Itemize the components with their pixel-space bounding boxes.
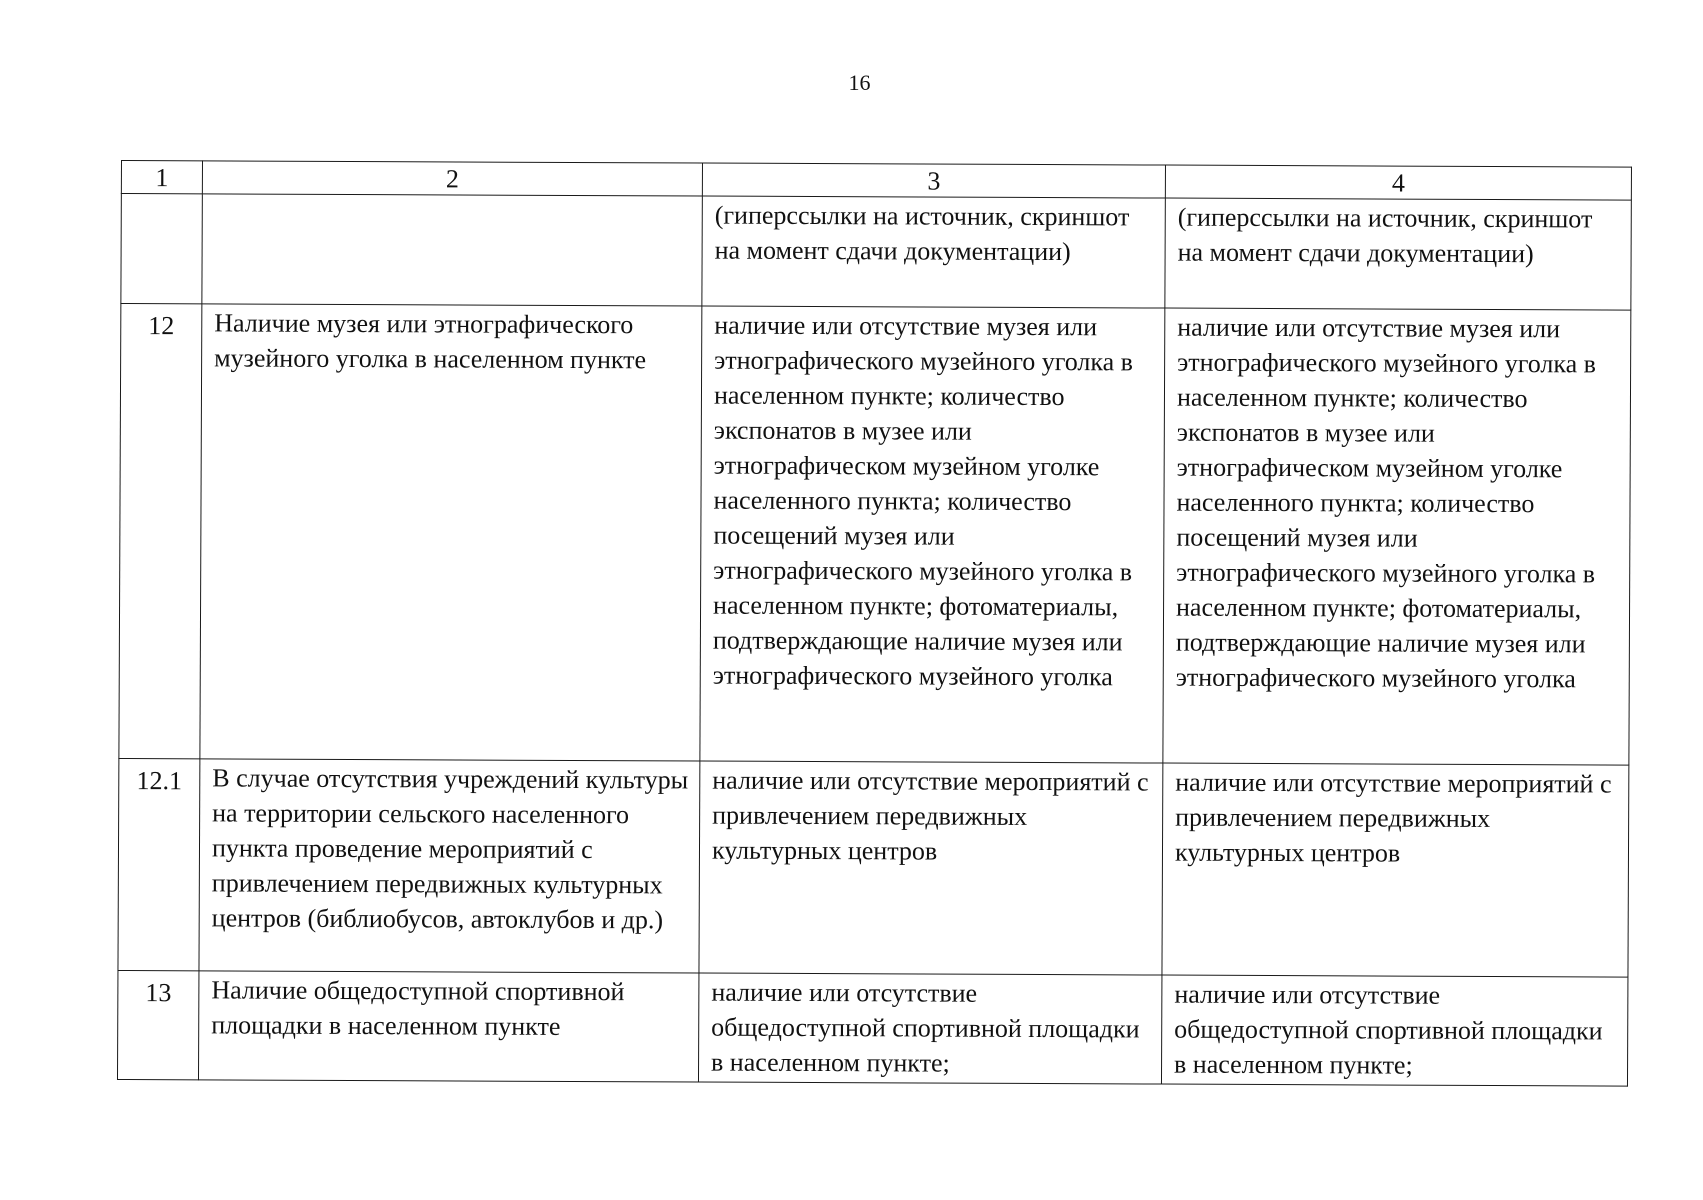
row-number (121, 194, 202, 304)
indicator-cell: Наличие общедоступной спортивной площадки в населенном пункте (198, 971, 698, 1082)
table-row (118, 758, 1629, 977)
criteria-table (117, 160, 1632, 1087)
column-3-cell: (гиперссылки на источник, скриншот на момент сдачи документации) (702, 196, 1165, 308)
column-3-cell: наличие или отсутствие музея или этнографического музейного уголка в населенном пункте; количество экспонатов в музее или этнографическом музейном уголке населенного пункта; количество посещений музея или этнографического музейного уголка в населенном пункте; фотоматериалы, подтверждающие наличие музея или этнографического музейного уголка (700, 306, 1165, 763)
column-4-cell: наличие или отсутствие мероприятий с привлечением передвижных культурных центров (1162, 763, 1629, 977)
table-row (119, 304, 1631, 766)
indicator-cell: Наличие музея или этнографического музейного уголка в населенном пункте (200, 304, 702, 761)
column-number-3: 3 (702, 163, 1165, 198)
column-4-cell: наличие или отсутствие музея или этнографического музейного уголка в населенном пункте; количество экспонатов в музее или этнографическом музейном уголке населенного пункта; количество посещений музея или этнографического музейного уголка в населенном пункте; фотоматериалы, подтверждающие наличие музея или этнографического музейного уголка (1163, 308, 1631, 765)
page-number: 16 (848, 70, 871, 95)
table-row (117, 970, 1627, 1086)
column-4-cell: (гиперссылки на источник, скриншот на момент сдачи документации) (1165, 198, 1631, 310)
column-3-cell: наличие или отсутствие мероприятий с привлечением передвижных культурных центров (699, 761, 1163, 975)
row-number: 12 (119, 304, 202, 759)
table-row (121, 194, 1631, 311)
column-4-cell: наличие или отсутствие общедоступной спортивной площадки в населенном пункте; (1161, 975, 1627, 1086)
row-number: 13 (117, 970, 198, 1079)
column-number-2: 2 (202, 161, 702, 196)
indicator-cell: В случае отсутствия учреждений культуры на территории сельского населенного пункта проведение мероприятий с привлечением передвижных культурных центров (библиобусов, автоклубов и др.) (199, 759, 700, 973)
column-number-1: 1 (121, 161, 202, 194)
row-number: 12.1 (118, 758, 200, 970)
column-3-cell: наличие или отсутствие общедоступной спортивной площадки в населенном пункте; (698, 973, 1161, 1084)
indicator-cell (202, 194, 702, 306)
column-number-4: 4 (1165, 165, 1631, 200)
